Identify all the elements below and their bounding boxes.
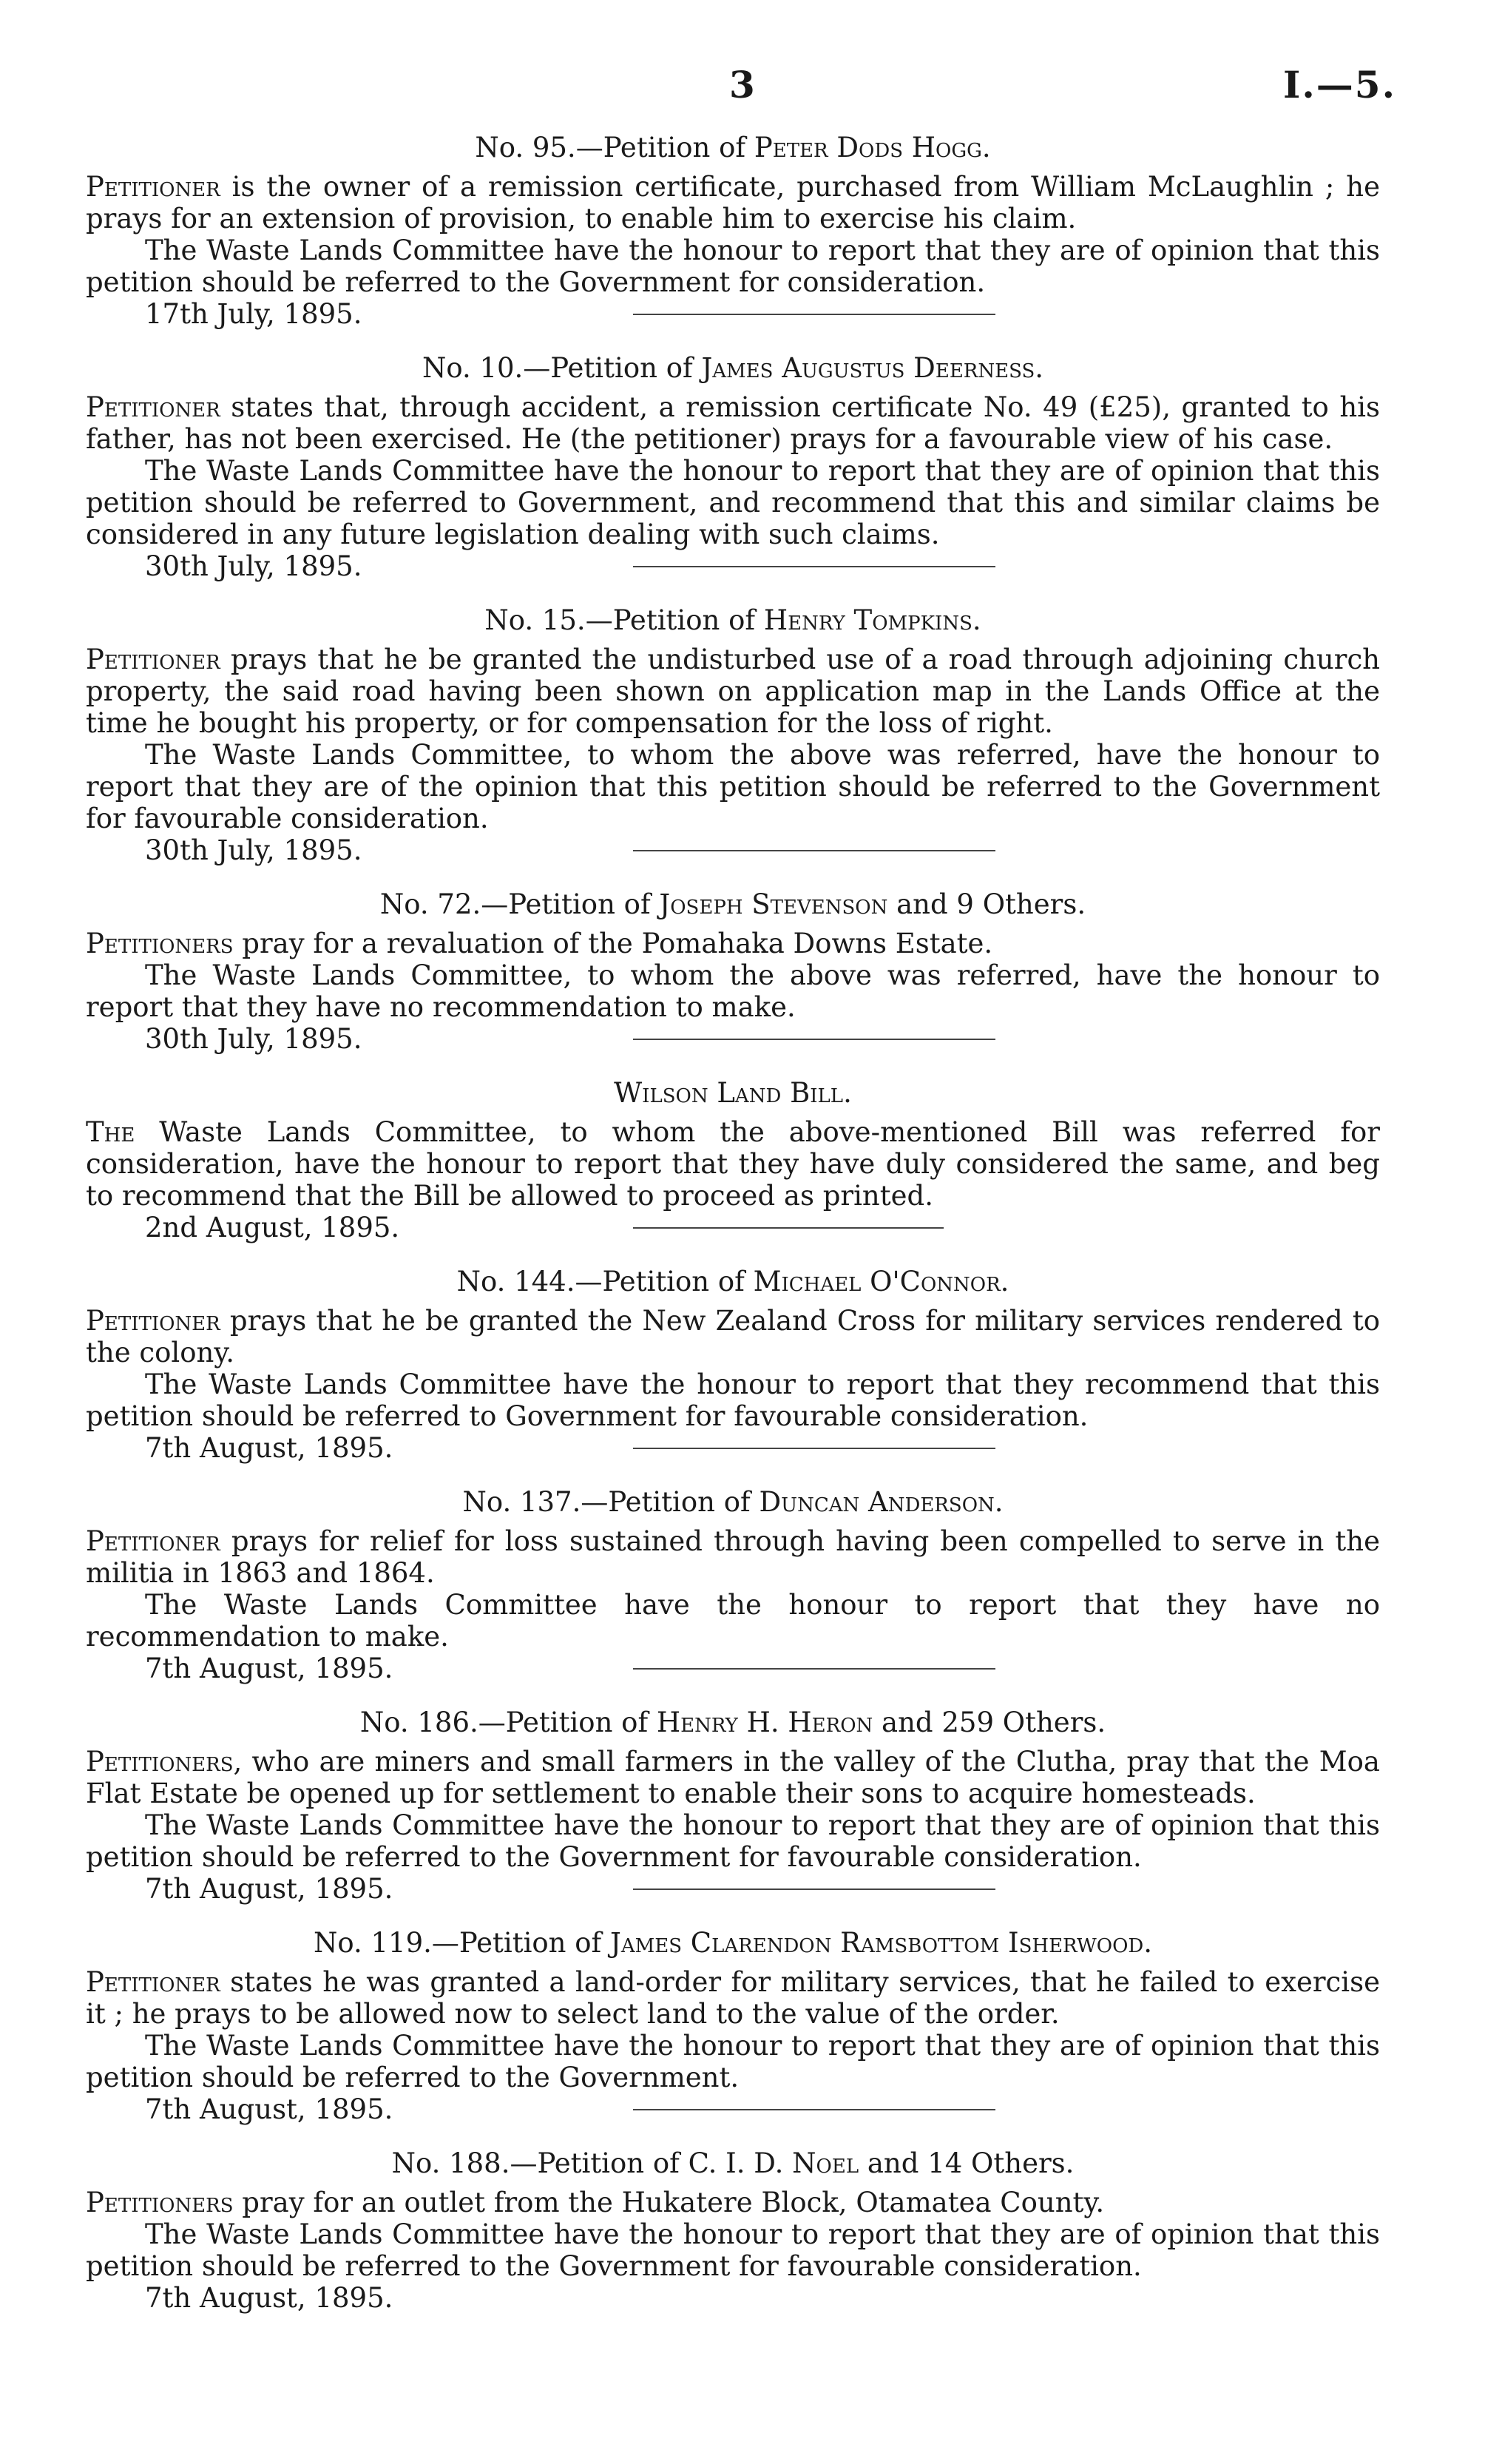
page-number: 3 [729,63,755,107]
petition-entry-144 [86,1266,1380,1464]
petition-entry-186 [86,1707,1380,1905]
petitioner-name: Duncan Anderson [759,1486,995,1518]
petition-heading: No. 188.—Petition of C. I. D. Noel and 14 Others. [391,2147,1075,2179]
petition-entry-119 [86,1927,1380,2125]
bill-text: The Waste Lands Committee, to whom the above-mentioned Bill was referred for consideration, have the honour to report that they have duly considered the same, and beg to recommend that the Bill be allowed to proceed as printed. [86,1116,1380,1212]
petitioner-name: James Clarendon Ramsbottom Isherwood [610,1927,1144,1959]
petition-heading: No. 15.—Petition of Henry Tompkins. [484,604,981,636]
separator-rule [633,566,995,567]
petition-heading: No. 95.—Petition of Peter Dods Hogg. [475,132,991,163]
petition-heading: No. 72.—Petition of Joseph Stevenson and 9 Others. [379,888,1086,920]
separator-rule [633,314,995,315]
petition-entry-188 [86,2147,1380,2314]
petition-text: Petitioner states that, through accident, a remission certificate No. 49 (£25), granted to his father, has not been exercised. He (the petitioner) prays for a favourable view of his case. [86,391,1380,455]
separator-rule [633,850,995,851]
committee-report: The Waste Lands Committee have the honour to report that they recommend that this petition should be referred to Government for favourable consideration. [86,1368,1380,1432]
bill-name: Wilson Land Bill [614,1077,844,1109]
petition-text: Petitioner prays that he be granted the New Zealand Cross for military services rendered to the colony. [86,1305,1380,1368]
petition-entry-15 [86,604,1380,866]
petitioner-name: Peter Dods Hogg [754,132,982,163]
paper-reference: I.—5. [1283,63,1396,107]
separator-rule [633,1888,995,1890]
petition-text: Petitioners, who are miners and small farmers in the valley of the Clutha, pray that the Moa Flat Estate be opened up for settlement to enable their sons to acquire homesteads. [86,1746,1380,1809]
separator-rule [633,1227,944,1229]
page-header [0,0,1502,118]
committee-report: The Waste Lands Committee have the honour to report that they are of opinion that this petition should be referred to the Government for favourable consideration. [86,1809,1380,1873]
petitioner-name: Henry Tompkins [763,604,972,636]
report-date: 2nd August, 1895. [145,1212,400,1243]
petition-heading: No. 186.—Petition of Henry H. Heron and 259 Others. [359,1707,1106,1738]
report-date: 30th July, 1895. [145,1023,362,1055]
committee-report: The Waste Lands Committee have the honour to report that they are of opinion that this petition should be referred to the Government for favourable consideration. [86,2218,1380,2282]
petitioner-name: Michael O'Connor [753,1266,1001,1297]
report-date: 17th July, 1895. [145,298,362,330]
petition-text: Petitioner prays that he be granted the undisturbed use of a road through adjoining church property, the said road having been shown on application map in the Lands Office at the time he bought his property, or for compensation for the loss of right. [86,644,1380,739]
report-date: 7th August, 1895. [145,1432,393,1464]
report-date: 7th August, 1895. [145,1653,393,1684]
separator-rule [633,1448,995,1449]
petition-entry-95 [86,132,1380,330]
petition-heading: No. 119.—Petition of James Clarendon Ramsbottom Isherwood. [313,1927,1153,1959]
petitioner-name: Henry H. Heron [656,1707,873,1738]
separator-rule [633,2109,995,2110]
petition-heading: No. 10.—Petition of James Augustus Deerness. [422,352,1044,384]
petition-text: Petitioners pray for a revaluation of the Pomahaka Downs Estate. [86,928,993,959]
committee-report: The Waste Lands Committee have the honour to report that they are of opinion that this petition should be referred to the Government for consideration. [86,234,1380,298]
petition-entry-10 [86,352,1380,582]
committee-report: The Waste Lands Committee, to whom the above was referred, have the honour to report that they have no recommendation to make. [86,959,1380,1023]
committee-report: The Waste Lands Committee have the honour to report that they are of opinion that this petition should be referred to Government, and recommend that this and similar claims be considered in any future legislation dealing with such claims. [86,455,1380,550]
report-date: 30th July, 1895. [145,550,362,582]
report-date: 7th August, 1895. [145,2282,393,2314]
petition-entry-72 [86,888,1380,1055]
petition-text: Petitioner is the owner of a remission certificate, purchased from William McLaughlin ; he prays for an extension of provision, to enable him to exercise his claim. [86,171,1380,234]
bill-entry-wilson-land-bill [86,1077,1380,1243]
report-date: 30th July, 1895. [145,834,362,866]
petitioner-name: C. I. D. Noel [688,2147,859,2179]
committee-report: The Waste Lands Committee have the honour to report that they have no recommendation to make. [86,1589,1380,1653]
petition-entry-137 [86,1486,1380,1684]
petition-heading: No. 137.—Petition of Duncan Anderson. [462,1486,1004,1518]
petition-text: Petitioner states he was granted a land-order for military services, that he failed to exercise it ; he prays to be allowed now to select land to the value of the order. [86,1966,1380,2030]
petition-text: Petitioners pray for an outlet from the Hukatere Block, Otamatea County. [86,2187,1105,2218]
petition-text: Petitioner prays for relief for loss sustained through having been compelled to serve in the militia in 1863 and 1864. [86,1525,1380,1589]
separator-rule [633,1668,995,1670]
report-date: 7th August, 1895. [145,2093,393,2125]
report-date: 7th August, 1895. [145,1873,393,1905]
petition-heading: No. 144.—Petition of Michael O'Connor. [456,1266,1009,1297]
report-body [86,132,1380,2314]
committee-report: The Waste Lands Committee, to whom the above was referred, have the honour to report that they are of the opinion that this petition should be referred to the Government for favourable consideration. [86,739,1380,834]
petitioner-name: Joseph Stevenson [659,888,888,920]
committee-report: The Waste Lands Committee have the honour to report that they are of opinion that this petition should be referred to the Government. [86,2030,1380,2093]
petitioner-name: James Augustus Deerness [701,352,1035,384]
bill-heading: Wilson Land Bill. [614,1077,852,1109]
separator-rule [633,1039,995,1040]
